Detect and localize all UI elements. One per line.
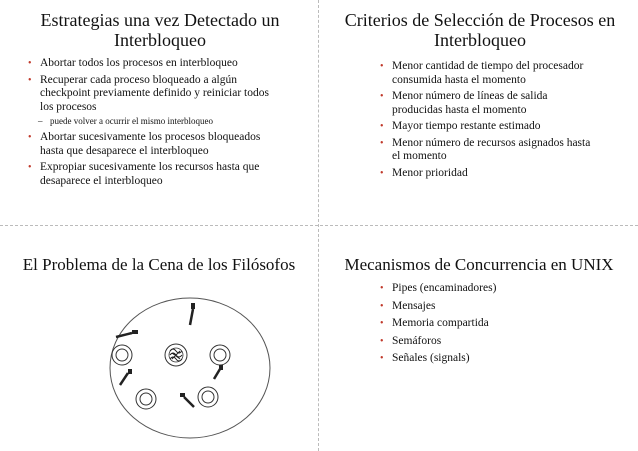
slide-criterios [320, 0, 638, 225]
bullet-icon: • [380, 318, 384, 329]
bullet-list [380, 60, 600, 183]
list-item-text: Expropiar sucesivamente los recursos hasta que desaparece el interbloqueo [40, 161, 260, 187]
dash-icon: – [38, 116, 43, 126]
sub-list-item [28, 116, 278, 127]
list-item-text: Señales (signals) [392, 352, 470, 364]
list-item-text: Menor cantidad de tiempo del procesador consumida hasta el momento [392, 60, 584, 86]
fork-icon [190, 303, 195, 325]
bullet-icon: • [380, 283, 384, 294]
plate-icon [136, 389, 156, 409]
spaghetti-bowl-icon [165, 344, 187, 366]
bullet-icon: • [380, 91, 384, 102]
slide-title: El Problema de la Cena de los Filósofos [22, 255, 296, 274]
list-item-text: Recuperar cada proceso bloqueado a algún checkpoint previamente definido y reiniciar todos los procesos [40, 73, 269, 113]
dining-table-illustration [100, 293, 280, 443]
slide-filosofos [0, 227, 318, 451]
bullet-icon: • [28, 74, 32, 86]
list-item-text: Mensajes [392, 299, 436, 312]
list-item-text: Menor prioridad [392, 166, 468, 179]
list-item [28, 74, 278, 115]
slide-estrategias [0, 0, 318, 225]
plate-icon [112, 345, 132, 365]
list-item-text: Abortar sucesivamente los procesos bloqueados hasta que desaparece el interbloqueo [40, 131, 261, 157]
bullet-icon: • [28, 162, 32, 173]
bullet-list [380, 282, 580, 370]
list-item [380, 282, 580, 296]
list-item [380, 137, 600, 164]
list-item [380, 317, 580, 331]
slide-title: Mecanismos de Concurrencia en UNIX [344, 255, 614, 274]
fork-icon [116, 330, 138, 337]
bullet-icon: • [28, 58, 32, 69]
list-item-text: Pipes (encaminadores) [392, 282, 497, 294]
list-item-text: Memoria compartida [392, 317, 489, 329]
slide-unix [320, 227, 638, 451]
fork-icon [180, 393, 194, 407]
list-item-text: Mayor tiempo restante estimado [392, 120, 541, 132]
bullet-icon: • [380, 300, 384, 312]
bullet-list [28, 57, 278, 191]
list-item [380, 335, 580, 349]
fork-icon [120, 369, 132, 385]
sub-list-item-text: puede volver a ocurrir el mismo interbloqueo [50, 116, 213, 126]
list-item [380, 352, 580, 366]
list-item [28, 161, 278, 188]
bullet-icon: • [380, 61, 384, 72]
plate-icon [210, 345, 230, 365]
list-item-text: Semáforos [392, 334, 442, 347]
bullet-icon: • [380, 137, 384, 149]
list-item [28, 57, 278, 71]
bullet-icon: • [28, 132, 32, 143]
list-item [380, 60, 600, 87]
list-item-text: Menor número de recursos asignados hasta el momento [392, 136, 591, 162]
bullet-icon: • [380, 167, 384, 179]
list-item [380, 300, 580, 314]
bullet-icon: • [380, 121, 384, 132]
slide-title: Estrategias una vez Detectado un Interbloqueo [40, 10, 280, 50]
slide-title: Criterios de Selección de Procesos en Interbloqueo [344, 10, 616, 50]
bullet-icon: • [380, 353, 384, 364]
bullet-icon: • [380, 335, 384, 347]
list-item [380, 120, 600, 134]
list-item [380, 90, 600, 117]
list-item-text: Abortar todos los procesos en interbloqueo [40, 57, 238, 69]
list-item-text: Menor número de líneas de salida producidas hasta el momento [392, 90, 548, 116]
list-item [380, 167, 600, 181]
list-item [28, 131, 278, 158]
plate-icon [198, 387, 218, 407]
fork-icon [214, 365, 223, 379]
